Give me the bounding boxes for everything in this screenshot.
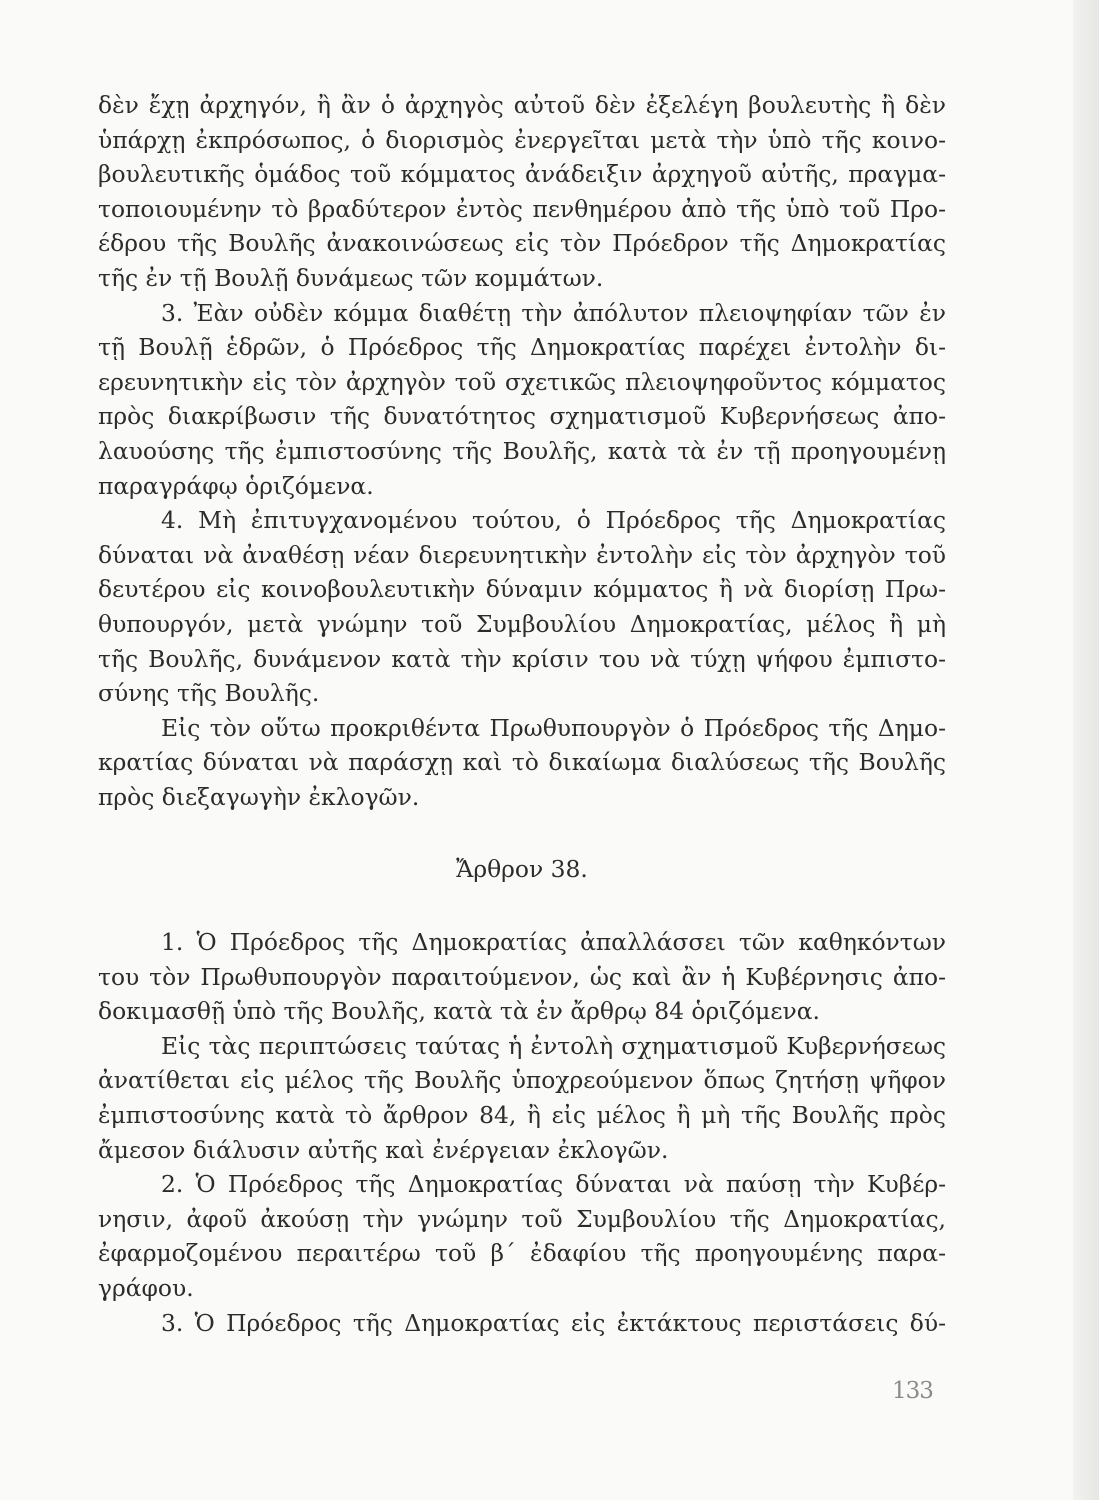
- text-line: θυπουργόν, μετὰ γνώμην τοῦ Συμβουλίου Δημοκρατίας, μέλος ἢ μὴ: [98, 609, 946, 638]
- paragraph-start: Εἰς τὸν οὕτω προκριθέντα Πρωθυπουργὸν ὁ Πρόεδρος τῆς Δημο-: [161, 713, 946, 742]
- text-line: τοποιουμένην τὸ βραδύτερον ἐντὸς πενθημέρου ἀπὸ τῆς ὑπὸ τοῦ Προ-: [98, 194, 946, 223]
- text-line: ἄμεσον διάλυσιν αὐτῆς καὶ ἐνέργειαν ἐκλογῶν.: [98, 1135, 669, 1164]
- text-line: έδρου τῆς Βουλῆς ἀνακοινώσεως εἰς τὸν Πρόεδρον τῆς Δημοκρατίας: [98, 229, 946, 258]
- text-line: τῇ Βουλῇ ἑδρῶν, ὁ Πρόεδρος τῆς Δημοκρατίας παρέχει ἐντολὴν δι-: [98, 333, 946, 362]
- text-line: του τὸν Πρωθυπουργὸν παραιτούμενον, ὡς καὶ ἂν ἡ Κυβέρνησις ἀπο-: [98, 962, 946, 991]
- paragraph-2-start: 2. Ὁ Πρόεδρος τῆς Δημοκρατίας δύναται νὰ παύσῃ τὴν Κυβέρ-: [161, 1170, 946, 1199]
- text-line: δοκιμασθῇ ὑπὸ τῆς Βουλῆς, κατὰ τὰ ἐν ἄρθρῳ 84 ὁριζόμενα.: [98, 997, 820, 1026]
- paragraph-start: Εἰς τὰς περιπτώσεις ταύτας ἡ ἐντολὴ σχηματισμοῦ Κυβερνήσεως: [161, 1031, 946, 1060]
- text-line: βουλευτικῆς ὁμάδος τοῦ κόμματος ἀνάδειξιν ἀρχηγοῦ αὐτῆς, πραγμα-: [98, 160, 946, 189]
- page-edge-shadow: [1073, 0, 1099, 1500]
- text-line: τῆς Βουλῆς, δυνάμενον κατὰ τὴν κρίσιν του νὰ τύχῃ ψήφου ἐμπιστο-: [98, 644, 946, 673]
- page-number: 133: [892, 1378, 933, 1404]
- text-line: δευτέρου εἰς κοινοβουλευτικὴν δύναμιν κόμματος ἢ νὰ διορίσῃ Πρω-: [98, 575, 946, 604]
- text-line: κρατίας δύναται νὰ παράσχῃ καὶ τὸ δικαίωμα διαλύσεως τῆς Βουλῆς: [98, 748, 946, 777]
- text-line: γράφου.: [98, 1274, 194, 1302]
- text-line: ὑπάρχῃ ἐκπρόσωπος, ὁ διορισμὸς ἐνεργεῖται μετὰ τὴν ὑπὸ τῆς κοινο-: [98, 125, 946, 154]
- text-line: ἐμπιστοσύνης κατὰ τὸ ἄρθρον 84, ἢ εἰς μέλος ἢ μὴ τῆς Βουλῆς πρὸς: [98, 1101, 946, 1130]
- text-line: πρὸς διακρίβωσιν τῆς δυνατότητος σχηματισμοῦ Κυβερνήσεως ἀπο-: [98, 402, 946, 431]
- text-line: λαυούσης τῆς ἐμπιστοσύνης τῆς Βουλῆς, κατὰ τὰ ἐν τῇ προηγουμένῃ: [98, 436, 946, 465]
- body-text: [98, 88, 946, 1340]
- paragraph-4-start: 4. Μὴ ἐπιτυγχανομένου τούτου, ὁ Πρόεδρος τῆς Δημοκρατίας: [161, 506, 946, 535]
- text-line: σύνης τῆς Βουλῆς.: [98, 679, 320, 708]
- paragraph-3b-start: 3. Ὁ Πρόεδρος τῆς Δημοκρατίας εἰς ἐκτάκτους περιστάσεις δύ-: [161, 1308, 946, 1337]
- text-line: πρὸς διεξαγωγὴν ἐκλογῶν.: [98, 782, 420, 811]
- text-line: δὲν ἔχῃ ἀρχηγόν, ἢ ἂν ὁ ἀρχηγὸς αὐτοῦ δὲν ἐξελέγη βουλευτὴς ἢ δὲν: [98, 91, 946, 119]
- text-line: ἀνατίθεται εἰς μέλος τῆς Βουλῆς ὑποχρεούμενον ὅπως ζητήσῃ ψῆφον: [98, 1066, 946, 1095]
- text-line: ἐφαρμοζομένου περαιτέρω τοῦ β΄ ἐδαφίου τῆς προηγουμένης παρα-: [98, 1239, 946, 1268]
- text-line: τῆς ἐν τῇ Βουλῇ δυνάμεως τῶν κομμάτων.: [98, 263, 604, 292]
- text-line: παραγράφῳ ὁριζόμενα.: [98, 471, 374, 500]
- paragraph-3-start: 3. Ἐὰν οὐδὲν κόμμα διαθέτῃ τὴν ἀπόλυτον πλειοψηφίαν τῶν ἐν: [161, 298, 946, 327]
- paragraph-1-start: 1. Ὁ Πρόεδρος τῆς Δημοκρατίας ἀπαλλάσσει τῶν καθηκόντων: [161, 928, 946, 957]
- text-line: δύναται νὰ ἀναθέσῃ νέαν διερευνητικὴν ἐντολὴν εἰς τὸν ἀρχηγὸν τοῦ: [98, 540, 946, 569]
- text-line: νησιν, ἀφοῦ ἀκούσῃ τὴν γνώμην τοῦ Συμβουλίου τῆς Δημοκρατίας,: [98, 1204, 946, 1233]
- article-heading: Ἄρθρον 38.: [456, 855, 588, 884]
- text-line: ερευνητικὴν εἰς τὸν ἀρχηγὸν τοῦ σχετικῶς πλειοψηφοῦντος κόμματος: [98, 367, 946, 396]
